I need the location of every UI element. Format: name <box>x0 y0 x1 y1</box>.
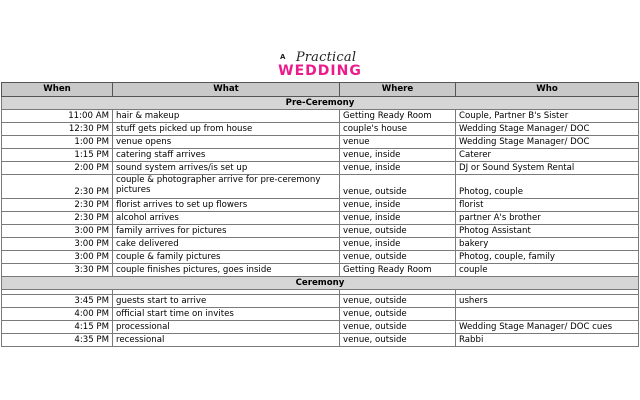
cell-who: ushers <box>456 295 639 308</box>
cell-where: venue, outside <box>340 175 456 199</box>
cell-who: partner A's brother <box>456 212 639 225</box>
table-row <box>2 149 639 162</box>
cell-what: official start time on invites <box>113 308 340 321</box>
table-row <box>2 162 639 175</box>
cell-where: venue, outside <box>340 308 456 321</box>
cell-who: Photog, couple <box>456 175 639 199</box>
cell-what: processional <box>113 321 340 334</box>
table-body <box>2 97 639 347</box>
header-where: Where <box>340 83 456 97</box>
header-what: What <box>113 83 340 97</box>
table-row <box>2 175 639 199</box>
table-row <box>2 199 639 212</box>
cell-what: stuff gets picked up from house <box>113 123 340 136</box>
cell-when: 12:30 PM <box>2 123 113 136</box>
cell-when: 2:00 PM <box>2 162 113 175</box>
header-when: When <box>2 83 113 97</box>
cell-where: venue, inside <box>340 199 456 212</box>
cell-who: Wedding Stage Manager/ DOC <box>456 136 639 149</box>
cell-when: 4:00 PM <box>2 308 113 321</box>
cell-who: Wedding Stage Manager/ DOC <box>456 123 639 136</box>
cell-when: 2:30 PM <box>2 199 113 212</box>
logo-practical-text: Practical <box>295 50 357 65</box>
table-row <box>2 308 639 321</box>
cell-when: 2:30 PM <box>2 175 113 199</box>
table-row <box>2 136 639 149</box>
cell-who: Wedding Stage Manager/ DOC cues <box>456 321 639 334</box>
cell-when: 1:00 PM <box>2 136 113 149</box>
cell-when: 4:35 PM <box>2 334 113 347</box>
cell-where: venue, outside <box>340 225 456 238</box>
cell-who: florist <box>456 199 639 212</box>
cell-where: venue, inside <box>340 212 456 225</box>
cell-where: venue <box>340 136 456 149</box>
cell-when: 3:00 PM <box>2 225 113 238</box>
cell-when: 1:15 PM <box>2 149 113 162</box>
cell-what: couple & photographer arrive for pre-ceremony pictures <box>113 175 340 199</box>
cell-who: Couple, Partner B's Sister <box>456 110 639 123</box>
cell-when: 3:00 PM <box>2 238 113 251</box>
cell-where: venue, inside <box>340 238 456 251</box>
cell-who: couple <box>456 264 639 277</box>
table-row <box>2 110 639 123</box>
cell-what: venue opens <box>113 136 340 149</box>
cell-what: couple & family pictures <box>113 251 340 264</box>
cell-where: Getting Ready Room <box>340 264 456 277</box>
section-header-row <box>2 277 639 290</box>
table-row <box>2 225 639 238</box>
cell-what: alcohol arrives <box>113 212 340 225</box>
cell-where: couple's house <box>340 123 456 136</box>
wedding-timeline-table <box>1 82 639 347</box>
cell-where: venue, outside <box>340 295 456 308</box>
a-practical-wedding-logo <box>270 50 370 80</box>
cell-when: 3:30 PM <box>2 264 113 277</box>
cell-what: guests start to arrive <box>113 295 340 308</box>
cell-when: 11:00 AM <box>2 110 113 123</box>
cell-who: Rabbi <box>456 334 639 347</box>
cell-what: family arrives for pictures <box>113 225 340 238</box>
cell-where: Getting Ready Room <box>340 110 456 123</box>
table-row <box>2 295 639 308</box>
cell-when: 4:15 PM <box>2 321 113 334</box>
cell-who: DJ or Sound System Rental <box>456 162 639 175</box>
table-row <box>2 238 639 251</box>
cell-what: florist arrives to set up flowers <box>113 199 340 212</box>
table-row <box>2 212 639 225</box>
cell-where: venue, outside <box>340 334 456 347</box>
cell-where: venue, inside <box>340 162 456 175</box>
cell-where: venue, inside <box>340 149 456 162</box>
cell-what: sound system arrives/is set up <box>113 162 340 175</box>
section-header-row <box>2 97 639 110</box>
cell-what: catering staff arrives <box>113 149 340 162</box>
table-row <box>2 123 639 136</box>
cell-where: venue, outside <box>340 321 456 334</box>
table-row <box>2 321 639 334</box>
cell-who: Photog, couple, family <box>456 251 639 264</box>
section-title: Pre-Ceremony <box>2 97 639 110</box>
cell-who: Photog Assistant <box>456 225 639 238</box>
cell-who <box>456 308 639 321</box>
cell-what: cake delivered <box>113 238 340 251</box>
table-row <box>2 264 639 277</box>
logo-wedding-text: WEDDING <box>278 63 362 79</box>
section-title: Ceremony <box>2 277 639 290</box>
table-header-row <box>2 83 639 97</box>
header-who: Who <box>456 83 639 97</box>
table-row <box>2 251 639 264</box>
cell-what: hair & makeup <box>113 110 340 123</box>
cell-who: bakery <box>456 238 639 251</box>
cell-when: 2:30 PM <box>2 212 113 225</box>
cell-where: venue, outside <box>340 251 456 264</box>
cell-when: 3:00 PM <box>2 251 113 264</box>
logo-a-text: A <box>280 53 286 61</box>
table-row <box>2 334 639 347</box>
cell-who: Caterer <box>456 149 639 162</box>
cell-what: recessional <box>113 334 340 347</box>
cell-when: 3:45 PM <box>2 295 113 308</box>
cell-what: couple finishes pictures, goes inside <box>113 264 340 277</box>
